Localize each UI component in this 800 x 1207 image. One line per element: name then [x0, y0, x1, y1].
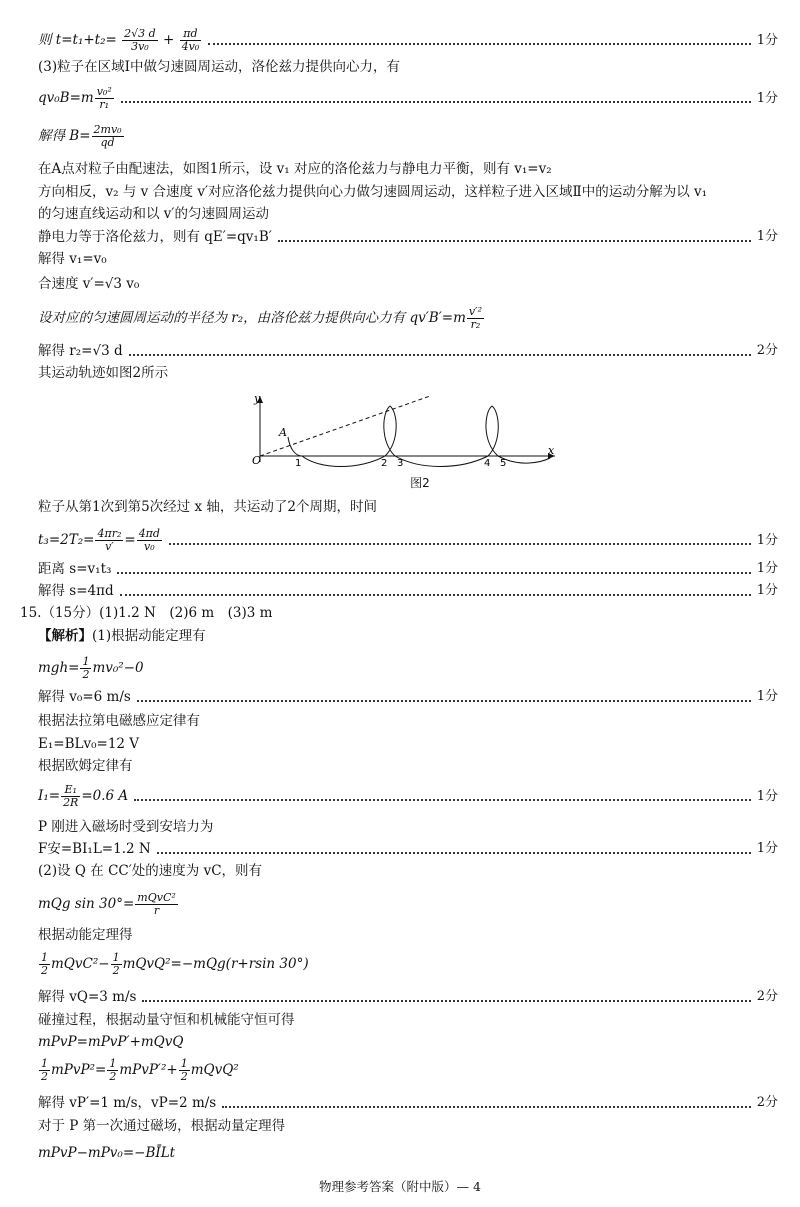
line-faraday: 根据法拉第电磁感应定律有	[38, 713, 200, 729]
line-ampere-force: F安=BI₁L=1.2 N 1分	[38, 841, 778, 857]
score: 1分	[756, 532, 778, 548]
origin-label: O	[252, 454, 262, 467]
line-solve-b: 解得 B= $\frac{\text{2mv₀}}{qd}$	[38, 123, 122, 149]
line-resultant-velocity: 合速度 v′=√3 v₀	[38, 276, 140, 292]
leader-dots	[121, 100, 751, 103]
leader-dots	[134, 798, 751, 801]
score: 1分	[756, 90, 778, 106]
line-time-t3: t₃=2T₂= $\frac{\text{4πr₂}}{v'}$ = $\frac{4\pi d}{\text{v₀}}$ 1分	[38, 527, 778, 553]
score: 1分	[756, 841, 778, 856]
text: 则 t=t₁+t₂=	[38, 32, 117, 48]
line-energy-theorem-2: 根据动能定理得	[38, 927, 133, 943]
line-energy-theorem: mgh= $\frac{1}{2}$ mv₀²−0	[38, 655, 144, 681]
score: 1分	[756, 583, 778, 598]
point-a-label: A	[279, 426, 287, 439]
leader-dots	[117, 571, 750, 574]
score: 1分	[756, 788, 778, 804]
leader-dots	[120, 593, 751, 596]
line-solve-v0: 解得 v₀=6 m/s 1分	[38, 689, 778, 705]
line-impulse-intro: 对于 P 第一次通过磁场，根据动量定理得	[38, 1118, 286, 1134]
line-emf: E₁=BLv₀=12 V	[38, 736, 140, 752]
line-impulse: mPvP−mPv₀=−BĪLt	[38, 1145, 176, 1161]
crossing-label: 2	[381, 458, 388, 469]
line-solve-r2: 解得 r₂=√3 d 2分	[38, 343, 778, 359]
question-15-answers: 15.（15分）(1)1.2 N (2)6 m (3)3 m	[20, 605, 273, 621]
line-trajectory-ref: 其运动轨迹如图2所示	[38, 365, 169, 381]
fraction: $\frac{2√3 d}{\text{3v₀}}$	[124, 27, 156, 53]
line-collision: 碰撞过程，根据动量守恒和机械能守恒可得	[38, 1012, 295, 1028]
crossing-label: 1	[295, 458, 302, 469]
leader-dots	[157, 851, 751, 854]
leader-dots	[208, 42, 751, 45]
y-axis-label: y	[254, 392, 261, 405]
leader-dots	[278, 239, 751, 242]
score: 2分	[756, 1095, 778, 1110]
line-part3-intro: (3)粒子在区域Ⅰ中做匀速圆周运动，洛伦兹力提供向心力，有	[38, 59, 400, 75]
score: 1分	[756, 229, 778, 244]
line-momentum: mPvP=mPvP′+mQvQ	[38, 1034, 184, 1050]
line-period-count: 粒子从第1次到第5次经过 x 轴，共运动了2个周期，时间	[38, 499, 377, 515]
score: 2分	[756, 343, 778, 358]
line-lorentz-force: qv₀B=m $\frac{\text{v₀²}}{\text{r₁}}$ 1分	[38, 85, 778, 111]
fraction: $\frac{\pi d}{\text{4v₀}}$	[181, 27, 200, 53]
score: 1分	[756, 32, 778, 48]
page-footer: 物理参考答案（附中版）— 4	[319, 1179, 481, 1194]
score: 2分	[756, 989, 778, 1004]
leader-dots	[137, 699, 751, 702]
score: 1分	[756, 561, 778, 576]
leader-dots	[129, 353, 751, 356]
crossing-label: 4	[484, 458, 491, 469]
line-part2-intro: (2)设 Q 在 CC′处的速度为 vC，则有	[38, 863, 263, 879]
figure-caption: 图2	[410, 476, 430, 490]
line-solve-vq: 解得 vQ=3 m/s 2分	[38, 989, 778, 1005]
crossing-label: 5	[500, 458, 507, 469]
line-total-time: 则 t=t₁+t₂= $\frac{2√3 d}{\text{3v₀}}$ + $\frac{\pi d}{\text{4v₀}}$ 1分	[38, 27, 778, 53]
line-ampere-intro: P 刚进入磁场时受到安培力为	[38, 819, 214, 835]
line-decompose: 方向相反，v₂ 与 v 合速度 v′对应洛伦兹力提供向心力做匀速圆周运动，这样粒子进入区域Ⅱ中的运动分解为以 v₁	[38, 184, 708, 200]
trajectory-curve	[288, 406, 550, 467]
score: 1分	[756, 689, 778, 704]
leader-dots	[222, 1105, 751, 1108]
line-force-balance: 静电力等于洛伦兹力，则有 qE′=qv₁B′ 1分	[38, 229, 778, 245]
figure-2-trajectory	[250, 392, 560, 472]
line-solve-vp: 解得 vP′=1 m/s，vP=2 m/s 2分	[38, 1095, 778, 1111]
line-centripetal: mQg sin 30°= $\frac{\text{mQvC²}}{r}$	[38, 891, 176, 917]
line-ohm: 根据欧姆定律有	[38, 758, 133, 774]
x-axis-label: x	[548, 444, 555, 457]
leader-dots	[142, 999, 750, 1002]
leader-dots	[169, 542, 751, 545]
line-distance: 距离 s=v₁t₃ 1分	[38, 561, 778, 577]
line-energy-equation: $\frac{1}{2}$ mQvC²− $\frac{1}{2}$ mQvQ²=−mQg(r+rsin 30°)	[41, 951, 309, 977]
line-current: I₁= $\frac{\text{E₁}}{2R}$ =0.6 A 1分	[38, 783, 778, 809]
line-kinetic-energy: $\frac{1}{2}$ mPvP²= $\frac{1}{2}$ mPvP′²+ $\frac{1}{2}$ mQvQ²	[41, 1057, 239, 1083]
line-motion: 的匀速直线运动和以 v′的匀速圆周运动	[38, 206, 269, 222]
line-velocity-method: 在A点对粒子由配速法，如图1所示，设 v₁ 对应的洛伦兹力与静电力平衡，则有 v₁=v₂	[38, 161, 552, 177]
line-radius-r2: 设对应的匀速圆周运动的半径为 r₂，由洛伦兹力提供向心力有 qv′B′=m $\frac{\text{v′²}}{\text{r₂}}$	[38, 305, 483, 331]
crossing-label: 3	[397, 458, 404, 469]
line-solve-v1: 解得 v₁=v₀	[38, 251, 107, 267]
line-analysis-intro: 【解析】(1)根据动能定理有	[38, 628, 206, 644]
line-solve-s: 解得 s=4πd 1分	[38, 583, 778, 599]
